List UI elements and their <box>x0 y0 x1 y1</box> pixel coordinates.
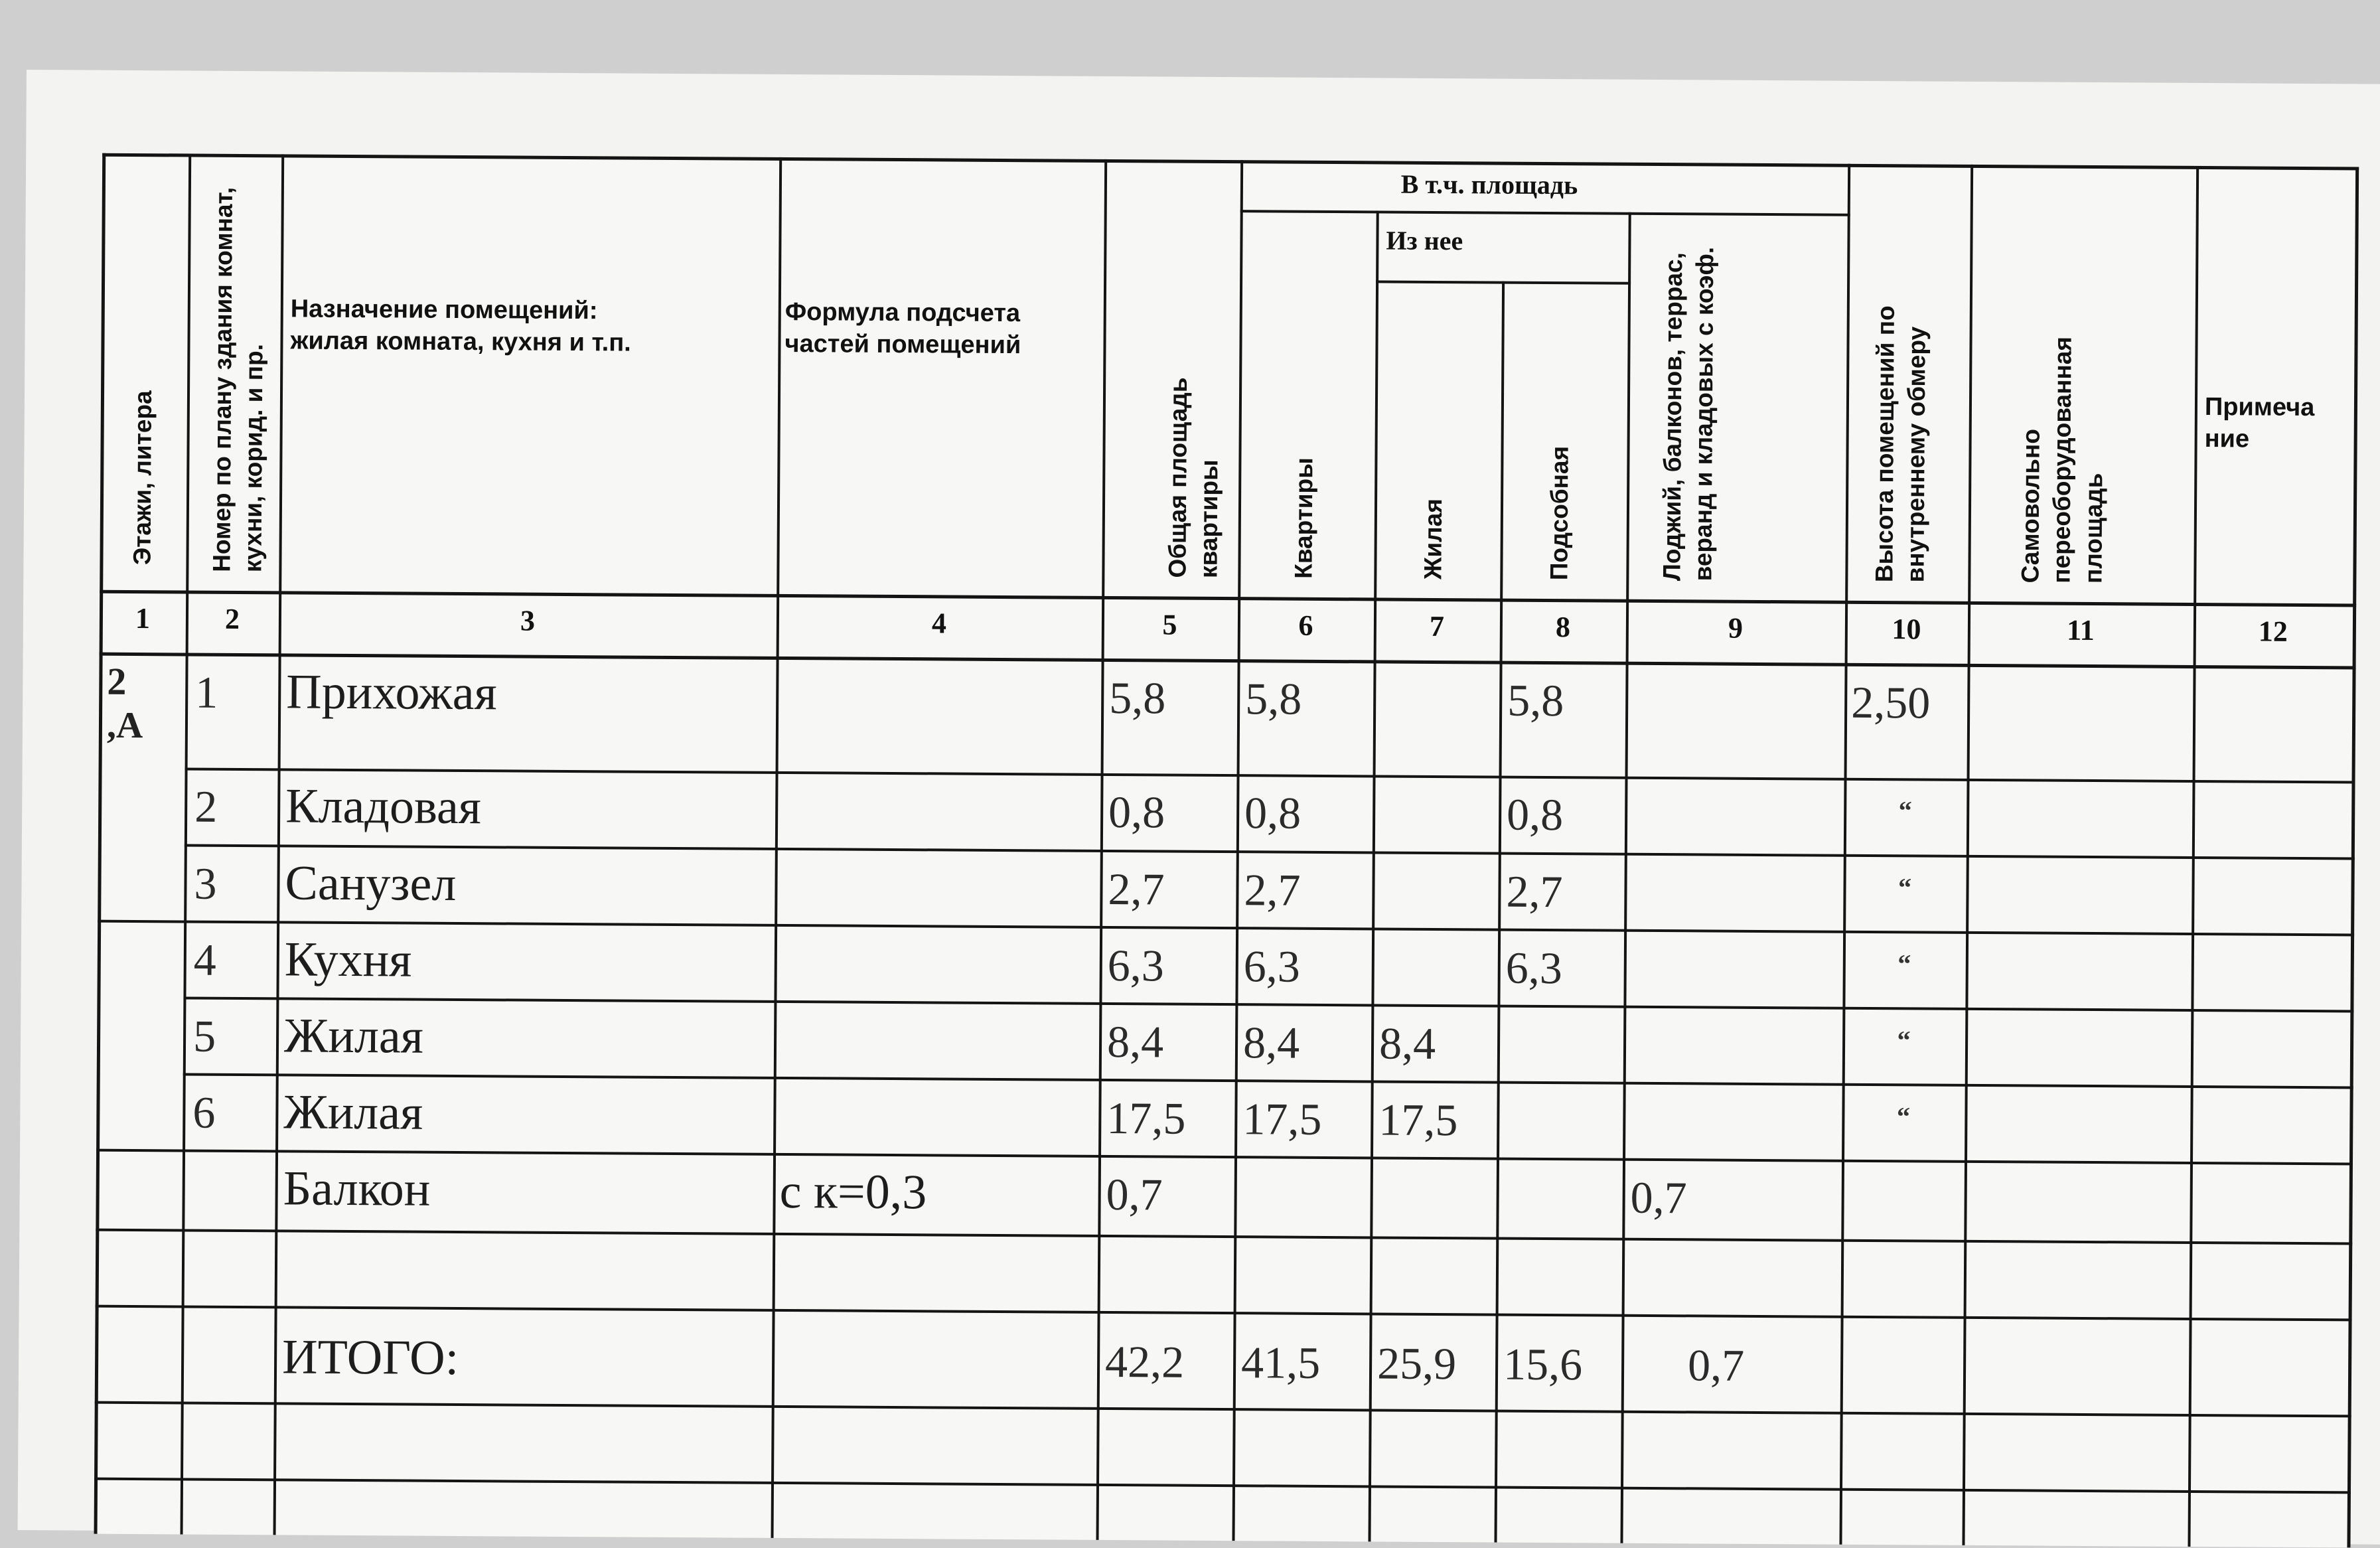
table-row-4-name: Кухня <box>284 932 412 988</box>
table-row-1-number: 1 <box>195 666 218 718</box>
column-number-5: 5 <box>1162 608 1177 641</box>
header-apartment: Квартиры <box>1290 457 1318 579</box>
header-unauthorized-area: Самовольно переоборудованная площадь <box>2016 336 2108 584</box>
table-row-1-total: 5,8 <box>1109 672 1166 724</box>
table-row-7-height <box>1842 1177 1965 1178</box>
column-number-4: 4 <box>931 607 947 640</box>
table-row-1-height: 2,50 <box>1850 676 1931 728</box>
table-row-5-total: 8,4 <box>1106 1016 1164 1067</box>
floor-letter: ,А <box>106 704 143 747</box>
table-row-6-name: Жилая <box>283 1085 423 1140</box>
totals-label: ИТОГО: <box>281 1330 459 1386</box>
totals-total-area: 42,2 <box>1104 1336 1185 1387</box>
table-row-2-aux: 0,8 <box>1506 789 1564 840</box>
table-row-2-apt: 0,8 <box>1244 787 1302 838</box>
table-row-5-number: 5 <box>192 1010 216 1061</box>
table-row-6-living: 17,5 <box>1378 1094 1458 1146</box>
header-ceiling-height: Высота помещений по внутреннему обмеру <box>1870 305 1931 583</box>
column-number-7: 7 <box>1429 609 1445 643</box>
column-number-8: 8 <box>1555 611 1571 644</box>
table-row-3-number: 3 <box>194 858 217 909</box>
table-row-1-aux: 5,8 <box>1507 674 1564 726</box>
table-row-2-height: “ <box>1898 795 1912 826</box>
table-row-2-total: 0,8 <box>1108 786 1165 838</box>
table-row-2-number: 2 <box>194 781 218 832</box>
table-row-4-aux: 6,3 <box>1505 942 1563 994</box>
column-number-9: 9 <box>1728 611 1744 645</box>
table-row-4-apt: 6,3 <box>1243 941 1301 992</box>
table-row-6-height: “ <box>1896 1101 1911 1132</box>
table-row-7-total: 0,7 <box>1106 1168 1163 1220</box>
column-number-3: 3 <box>520 604 536 637</box>
header-floor-letter: Этажи, литера <box>128 390 157 566</box>
header-note: Примеча ние <box>2204 393 2315 453</box>
header-formula: Формула подсчета частей помещений <box>784 297 1021 359</box>
column-number-6: 6 <box>1298 609 1313 642</box>
table-row-4-height: “ <box>1897 949 1911 979</box>
table-row-5-name: Жилая <box>283 1008 424 1064</box>
table-row-5-apt: 8,4 <box>1242 1017 1300 1068</box>
column-number-12: 12 <box>2258 615 2288 648</box>
table-row-7-name: Балкон <box>283 1161 431 1217</box>
table-row-1-name: Прихожая <box>286 664 497 721</box>
header-total-area: Общая площадь квартиры <box>1163 377 1223 579</box>
totals-living-area: 25,9 <box>1376 1338 1457 1389</box>
table-row-6-number: 6 <box>192 1087 216 1138</box>
table-row-3-name: Санузел <box>285 856 457 911</box>
header-room-number: Номер по плану здания комнат, кухни, корид. и пр. <box>208 187 268 573</box>
table-row-2-name: Кладовая <box>285 779 482 835</box>
column-number-1: 1 <box>135 602 151 635</box>
column-number-11: 11 <box>2066 613 2095 647</box>
table-row-3-total: 2,7 <box>1108 863 1165 915</box>
table-row-7-balcony: 0,7 <box>1630 1172 1687 1223</box>
apartment-area-table <box>94 153 2359 1548</box>
header-of-which: Из нее <box>1386 225 1463 256</box>
column-number-10: 10 <box>1892 613 1921 646</box>
table-row-3-aux: 2,7 <box>1506 866 1563 917</box>
table-row-3-apt: 2,7 <box>1244 864 1301 915</box>
header-living: Жилая <box>1419 498 1448 580</box>
table-row-5-living: 8,4 <box>1378 1018 1436 1069</box>
totals-aux-area: 15,6 <box>1503 1338 1583 1390</box>
table-row-4-total: 6,3 <box>1107 939 1165 991</box>
table-row-4-number: 4 <box>193 934 217 985</box>
header-balconies: Лоджий, балконов, террас, веранд и кладовых с коэф. <box>1658 246 1719 581</box>
header-incl-area: В т.ч. площадь <box>1400 169 1578 200</box>
table-row-1-apt: 5,8 <box>1245 673 1302 724</box>
column-number-2: 2 <box>224 602 240 635</box>
floor-number: 2 <box>107 659 127 703</box>
document-sheet <box>18 70 2380 1545</box>
header-room-purpose: Назначение помещений: жилая комната, кухня и т.п. <box>290 295 631 357</box>
totals-apartment-area: 41,5 <box>1240 1337 1321 1388</box>
header-auxiliary: Подсобная <box>1545 445 1574 581</box>
table-row-6-total: 17,5 <box>1106 1092 1186 1144</box>
table-row-5-height: “ <box>1897 1025 1911 1055</box>
table-row-3-height: “ <box>1897 872 1912 903</box>
totals-balcony-area: 0,7 <box>1687 1340 1745 1391</box>
table-row-6-apt: 17,5 <box>1242 1093 1322 1144</box>
table-row-7-formula: с к=0,3 <box>779 1164 927 1220</box>
